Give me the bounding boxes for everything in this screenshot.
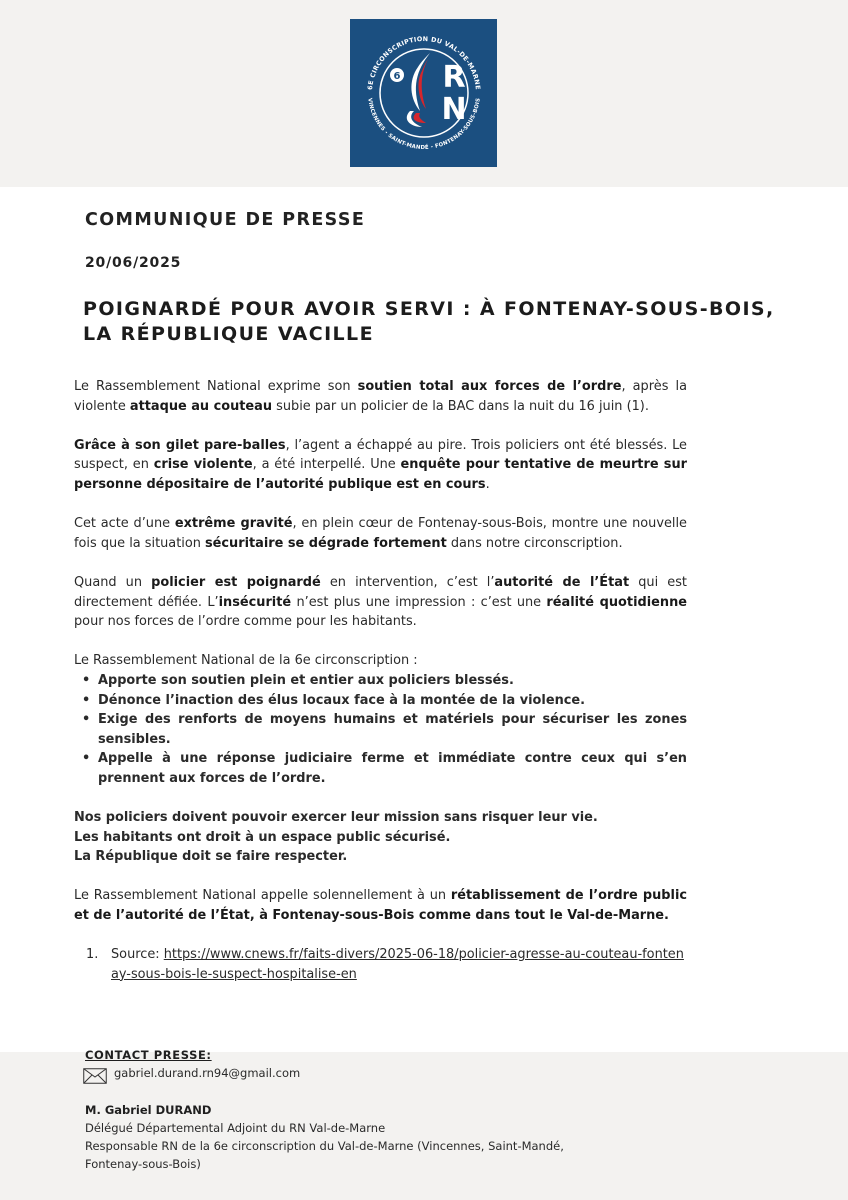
contact-title: CONTACT PRESSE: xyxy=(85,1048,212,1062)
closing-line: Nos policiers doivent pouvoir exercer leur mission sans risquer leur vie. xyxy=(74,810,598,826)
headline-line-1: POIGNARDÉ POUR AVOIR SERVI : À FONTENAY-SOUS-BOIS, xyxy=(83,298,775,320)
paragraph xyxy=(74,377,687,416)
emphasis-text: rétablissement de l’ordre public et de l’autorité de l’État, à Fontenay-sous-Bois comme dans tout le Val-de-Marne. xyxy=(74,888,688,924)
list-item: • Appelle à une réponse judiciaire ferme et immédiate contre ceux qui s’en prennent aux forces de l’ordre. xyxy=(82,751,687,786)
list-item: • Exige des renforts de moyens humains et matériels pour sécuriser les zones sensibles. xyxy=(82,712,687,747)
paragraph xyxy=(74,514,687,553)
bullet-dot: • xyxy=(82,712,91,728)
logo-letter-n: N xyxy=(441,92,467,127)
rn-logo xyxy=(350,19,497,167)
text-run: dans notre circonscription. xyxy=(446,535,623,551)
text-run: , a été interpellé. Une xyxy=(252,457,401,473)
text-run: pour nos forces de l’ordre comme pour les habitants. xyxy=(74,614,417,630)
emphasis-text: réalité quotidienne xyxy=(546,594,687,610)
document-type: COMMUNIQUE DE PRESSE xyxy=(85,210,366,230)
list-intro: Le Rassemblement National de la 6e circonscription : xyxy=(74,653,418,669)
closing-line: La République doit se faire respecter. xyxy=(74,849,348,865)
contact-email[interactable]: gabriel.durand.rn94@gmail.com xyxy=(114,1066,301,1080)
signatory-role: Fontenay-sous-Bois) xyxy=(85,1157,201,1171)
emphasis-text: attaque au couteau xyxy=(129,398,273,414)
bullet-dot: • xyxy=(82,751,91,767)
text-run: Le Rassemblement National appelle solennellement à un xyxy=(74,888,451,904)
emphasis-text: soutien total aux forces de l’ordre xyxy=(357,379,622,394)
text-run: . xyxy=(485,476,490,492)
text-run: , en plein cœur de Fontenay-sous-Bois, montre une nouvelle fois que la situation xyxy=(74,516,687,551)
signature xyxy=(85,1101,685,1173)
headline-line-2: LA RÉPUBLIQUE VACILLE xyxy=(83,323,374,345)
footnote xyxy=(74,945,687,984)
press-release-body xyxy=(74,377,687,984)
demands-list xyxy=(74,671,687,789)
list-item: • Apporte son soutien plein et entier aux policiers blessés. xyxy=(74,671,687,691)
emphasis-text: crise violente xyxy=(153,457,253,473)
bullet-dot: • xyxy=(82,692,91,708)
text-run: subie par un policier de la BAC dans la nuit du 16 juin (1). xyxy=(272,398,649,414)
text-run: , après la violente xyxy=(74,379,687,414)
emphasis-text: autorité de l’État xyxy=(494,574,630,590)
emphasis-text: extrême gravité xyxy=(174,516,293,532)
document-date: 20/06/2025 xyxy=(85,255,182,271)
signatory-role: Responsable RN de la 6e circonscription du Val-de-Marne (Vincennes, Saint-Mandé, xyxy=(85,1139,564,1153)
final-paragraph xyxy=(74,886,687,925)
envelope-icon xyxy=(83,1068,107,1084)
emphasis-text: policier est poignardé xyxy=(151,574,321,590)
text-run: en intervention, c’est l’ xyxy=(320,574,495,590)
text-run: Le Rassemblement National exprime son xyxy=(74,379,358,394)
logo-letter-r: R xyxy=(442,60,466,95)
rn-logo-emblem xyxy=(350,19,497,167)
badge-number: 6 xyxy=(393,71,401,82)
footnote-number: 1. xyxy=(86,947,99,963)
text-run: Quand un xyxy=(74,574,152,590)
bullet-dot: • xyxy=(82,672,91,688)
text-run: Cet acte d’une xyxy=(74,516,175,532)
logo-ring-text-top: 6E CIRCONSCRIPTION DU VAL-DE-MARNE xyxy=(366,34,482,91)
paragraph xyxy=(74,573,687,632)
emphasis-text: enquête pour tentative de meurtre sur personne dépositaire de l’autorité publique est en cours xyxy=(74,457,687,492)
closing-line: Les habitants ont droit à un espace public sécurisé. xyxy=(74,829,451,845)
signatory-name: M. Gabriel DURAND xyxy=(85,1103,212,1117)
list-item: • Dénonce l’inaction des élus locaux face à la montée de la violence. xyxy=(74,691,687,711)
text-run: qui est directement défiée. L’ xyxy=(74,574,687,610)
paragraph xyxy=(74,436,687,495)
headline xyxy=(83,297,783,347)
source-link[interactable]: https://www.cnews.fr/faits-divers/2025-06-18/policier-agresse-au-couteau-fontenay-sous-bois-le-suspect-hospitalise-en xyxy=(111,947,684,982)
signatory-role: Délégué Départemental Adjoint du RN Val-de-Marne xyxy=(85,1121,386,1135)
emphasis-text: insécurité xyxy=(218,594,292,610)
text-run: , l’agent a échappé au pire. Trois policiers ont été blessés. Le suspect, en xyxy=(74,437,687,473)
footnote-label: Source: xyxy=(111,947,164,963)
emphasis-text: Grâce à son gilet pare-balles xyxy=(74,437,286,453)
text-run: n’est plus une impression : c’est une xyxy=(291,594,547,610)
emphasis-text: sécuritaire se dégrade fortement xyxy=(205,535,447,551)
logo-ring-text-bottom: VINCENNES - SAINT-MANDÉ - FONTENAY-SOUS-BOIS xyxy=(366,97,482,152)
flame-base-red xyxy=(414,113,426,123)
